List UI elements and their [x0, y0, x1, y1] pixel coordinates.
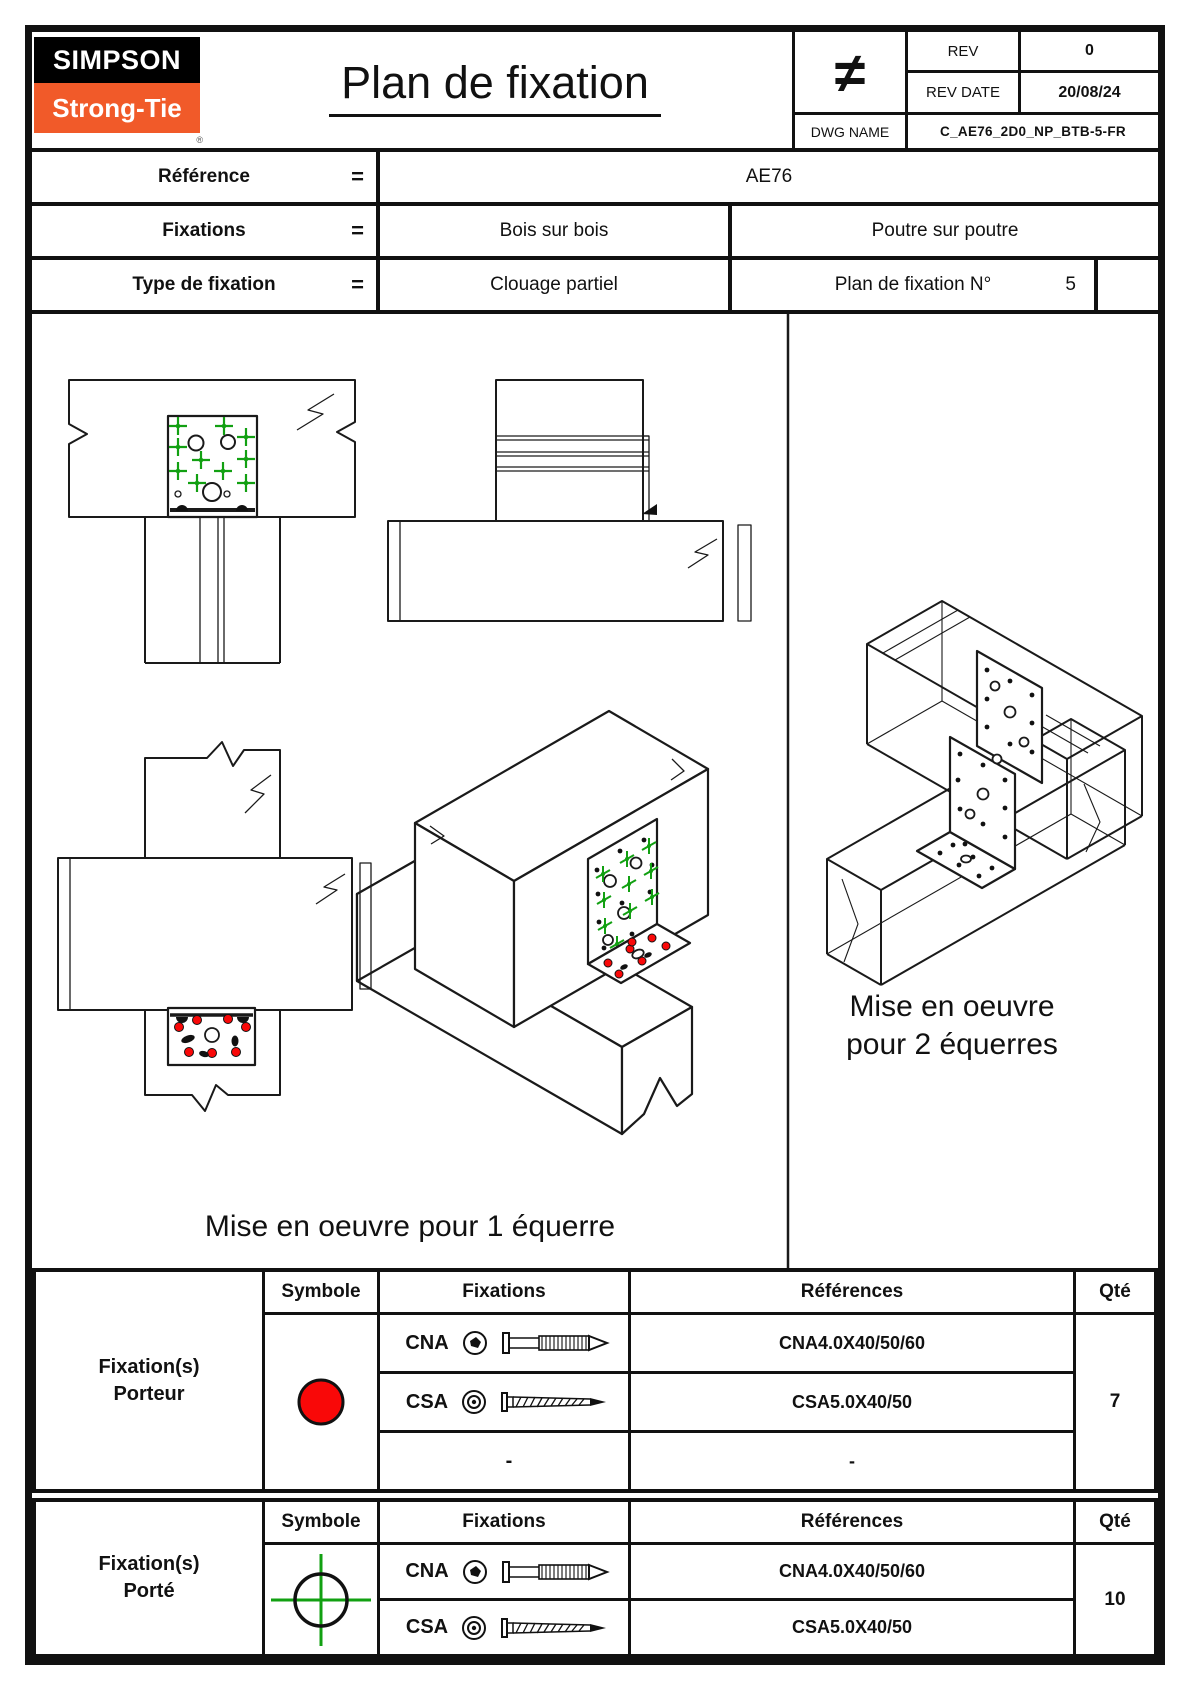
references-header: Références — [631, 1272, 1073, 1312]
plan-number-value: 5 — [1065, 274, 1076, 295]
empty-cell — [1098, 260, 1158, 310]
reference-label-cell — [32, 152, 376, 202]
fixations-label-cell — [32, 206, 376, 256]
logo-strongtie: Strong-Tie — [34, 83, 200, 133]
cna-head-icon — [462, 1330, 488, 1356]
symbole-header: Symbole — [265, 1502, 377, 1542]
reference-value: AE76 — [380, 152, 1158, 202]
equals-sign: = — [351, 218, 364, 243]
sheet-frame — [25, 25, 1165, 1665]
porteur-symbol-cell — [265, 1315, 377, 1489]
page-title: Plan de fixation — [329, 57, 661, 117]
csa-head-icon — [461, 1615, 487, 1641]
plan-number-cell — [732, 260, 1094, 310]
symbole-header: Symbole — [265, 1272, 377, 1312]
cna-label: CNA — [405, 1331, 449, 1354]
porte-fixations-table — [32, 1498, 1158, 1658]
type-value-left: Clouage partiel — [380, 260, 728, 310]
porteur-csa-reference: CSA5.0X40/50 — [631, 1374, 1073, 1430]
fixations-header: Fixations — [380, 1272, 628, 1312]
caption-one-bracket: Mise en oeuvre pour 1 équerre — [204, 1210, 616, 1243]
cna-nail-icon — [501, 1330, 613, 1356]
porte-row-label — [36, 1502, 262, 1654]
revision-block — [792, 32, 1158, 148]
csa-label: CSA — [405, 1616, 449, 1638]
not-equal-icon: ≠ — [795, 32, 905, 112]
porteur-dash-reference: - — [631, 1433, 1073, 1489]
fixations-value-right: Poutre sur poutre — [732, 206, 1158, 256]
bottom-view-drawing — [58, 742, 352, 1111]
qty-header: Qté — [1076, 1272, 1154, 1312]
rev-label: REV — [908, 32, 1018, 70]
porteur-row-label — [36, 1272, 262, 1489]
porteur-fixations-table — [32, 1268, 1158, 1493]
registered-mark: ® — [196, 135, 203, 145]
fixations-value-left: Bois sur bois — [380, 206, 728, 256]
csa-label: CSA — [405, 1390, 449, 1413]
cna-nail-icon — [501, 1559, 613, 1585]
front-view-drawing — [69, 380, 355, 663]
references-header: Références — [631, 1502, 1073, 1542]
porteur-qty: 7 — [1076, 1315, 1154, 1489]
iso-double-bracket-drawing — [827, 601, 1142, 985]
page-title-wrap — [202, 32, 788, 142]
technical-drawing — [32, 314, 1158, 1268]
csa-screw-icon — [500, 1615, 612, 1641]
caption-two-brackets-line1: Mise en oeuvre — [849, 990, 1055, 1023]
porte-cna-reference: CNA4.0X40/50/60 — [631, 1545, 1073, 1598]
porteur-symbol-icon — [286, 1367, 356, 1437]
equals-sign: = — [351, 164, 364, 189]
porteur-cna-cell — [380, 1315, 628, 1371]
reference-label: Référence — [158, 166, 250, 187]
porte-symbol-icon — [266, 1550, 376, 1650]
caption-two-brackets-line2: pour 2 équerres — [846, 1028, 1058, 1061]
rev-date-value: 20/08/24 — [1021, 73, 1158, 112]
reference-table — [32, 152, 1158, 314]
porte-label-line1: Fixation(s) — [98, 1553, 200, 1575]
qty-header: Qté — [1076, 1502, 1154, 1542]
porte-qty: 10 — [1076, 1545, 1154, 1654]
fixations-header: Fixations — [380, 1502, 628, 1542]
porteur-label-line2: Porteur — [113, 1382, 185, 1405]
dwg-name-value: C_AE76_2D0_NP_BTB-5-FR — [908, 115, 1158, 148]
porteur-cna-reference: CNA4.0X40/50/60 — [631, 1315, 1073, 1371]
type-label: Type de fixation — [132, 274, 276, 295]
type-label-cell — [32, 260, 376, 310]
csa-head-icon — [461, 1389, 487, 1415]
porte-cna-cell — [380, 1545, 628, 1598]
porte-symbol-cell — [265, 1545, 377, 1654]
fixations-label: Fixations — [162, 220, 246, 241]
cna-head-icon — [462, 1559, 488, 1585]
dwg-name-label: DWG NAME — [795, 115, 905, 148]
drawing-area — [32, 314, 1158, 1268]
plan-number-label: Plan de fixation N° — [834, 274, 992, 295]
rev-value: 0 — [1021, 32, 1158, 70]
equals-sign: = — [351, 272, 364, 297]
csa-screw-icon — [500, 1389, 612, 1415]
title-block — [32, 32, 1158, 152]
porteur-label-line1: Fixation(s) — [98, 1355, 200, 1378]
logo-simpson: SIMPSON — [34, 37, 200, 83]
cna-label: CNA — [405, 1560, 449, 1582]
rev-date-label: REV DATE — [908, 73, 1018, 112]
porte-csa-reference: CSA5.0X40/50 — [631, 1601, 1073, 1654]
simpson-strongtie-logo — [34, 37, 203, 145]
porteur-dash-cell: - — [380, 1433, 628, 1489]
iso-single-bracket-drawing — [357, 711, 708, 1134]
side-view-drawing — [388, 380, 751, 621]
porte-label-line2: Porté — [123, 1580, 175, 1602]
porteur-csa-cell — [380, 1374, 628, 1430]
porte-csa-cell — [380, 1601, 628, 1654]
